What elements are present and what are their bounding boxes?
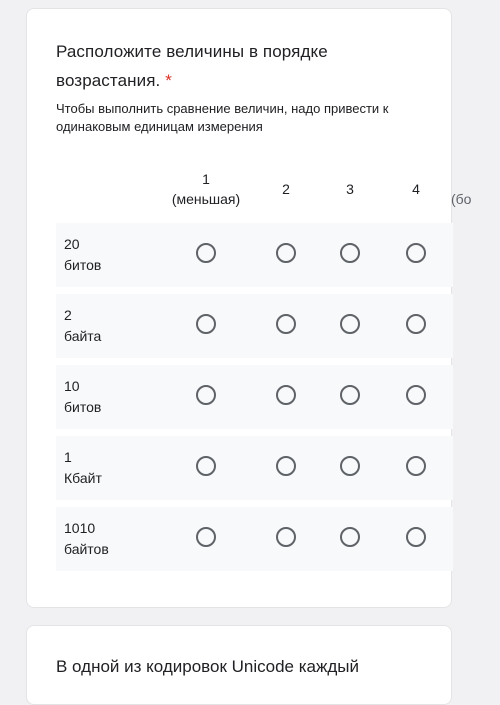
radio-option-col-3[interactable] bbox=[340, 385, 360, 405]
column-header-3 bbox=[320, 159, 380, 219]
column-header-4 bbox=[386, 159, 446, 219]
row-label-value: 2 bbox=[64, 307, 72, 323]
column-header-1-number: 1 bbox=[202, 171, 210, 187]
column-header-5-caption: (бо bbox=[451, 191, 472, 207]
radio-option-col-4[interactable] bbox=[406, 243, 426, 263]
radio-option-col-1[interactable] bbox=[196, 243, 216, 263]
radio-option-col-4[interactable] bbox=[406, 456, 426, 476]
question-card bbox=[26, 8, 472, 608]
radio-option-col-1[interactable] bbox=[196, 385, 216, 405]
question-description: Чтобы выполнить сравнение величин, надо привести к одинаковым единицам измерения bbox=[56, 101, 389, 134]
column-header-1 bbox=[156, 159, 256, 219]
radio-option-col-3[interactable] bbox=[340, 243, 360, 263]
row-label-unit: битов bbox=[64, 257, 102, 273]
question-title bbox=[56, 37, 436, 95]
row-label-value: 1010 bbox=[64, 520, 96, 536]
column-header-1-caption: (меньшая) bbox=[171, 191, 241, 207]
row-label bbox=[64, 447, 134, 489]
grid-row bbox=[56, 223, 453, 287]
next-question-card bbox=[26, 625, 452, 705]
radio-option-col-1[interactable] bbox=[196, 527, 216, 547]
row-label bbox=[64, 234, 134, 276]
radio-option-col-1[interactable] bbox=[196, 456, 216, 476]
column-header-5 bbox=[451, 159, 491, 219]
grid-row bbox=[56, 507, 453, 571]
row-label bbox=[64, 376, 134, 418]
column-header-4-number: 4 bbox=[412, 181, 420, 197]
row-label bbox=[64, 518, 134, 560]
grid-row bbox=[56, 365, 453, 429]
row-label-unit: байта bbox=[64, 328, 102, 344]
radio-option-col-4[interactable] bbox=[406, 527, 426, 547]
row-label-value: 10 bbox=[64, 378, 80, 394]
column-header-3-number: 3 bbox=[346, 181, 354, 197]
row-label-unit: байтов bbox=[64, 541, 109, 557]
next-question-title: В одной из кодировок Unicode каждый bbox=[56, 657, 359, 676]
required-asterisk: * bbox=[165, 71, 172, 90]
radio-option-col-4[interactable] bbox=[406, 314, 426, 334]
radio-option-col-1[interactable] bbox=[196, 314, 216, 334]
radio-option-col-2[interactable] bbox=[276, 456, 296, 476]
radio-option-col-2[interactable] bbox=[276, 243, 296, 263]
radio-option-col-2[interactable] bbox=[276, 527, 296, 547]
row-label-value: 1 bbox=[64, 449, 72, 465]
radio-grid bbox=[56, 159, 472, 569]
row-label-unit: Кбайт bbox=[64, 470, 102, 486]
radio-option-col-2[interactable] bbox=[276, 314, 296, 334]
radio-option-col-3[interactable] bbox=[340, 314, 360, 334]
radio-option-col-3[interactable] bbox=[340, 527, 360, 547]
grid-row bbox=[56, 436, 453, 500]
question-title-text: Расположите величины в порядке возрастания. bbox=[56, 42, 328, 90]
radio-option-col-4[interactable] bbox=[406, 385, 426, 405]
row-label bbox=[64, 305, 134, 347]
column-header-2-number: 2 bbox=[282, 181, 290, 197]
column-header-2 bbox=[256, 159, 316, 219]
grid-row bbox=[56, 294, 453, 358]
radio-option-col-2[interactable] bbox=[276, 385, 296, 405]
row-label-unit: битов bbox=[64, 399, 102, 415]
radio-option-col-3[interactable] bbox=[340, 456, 360, 476]
row-label-value: 20 bbox=[64, 236, 80, 252]
